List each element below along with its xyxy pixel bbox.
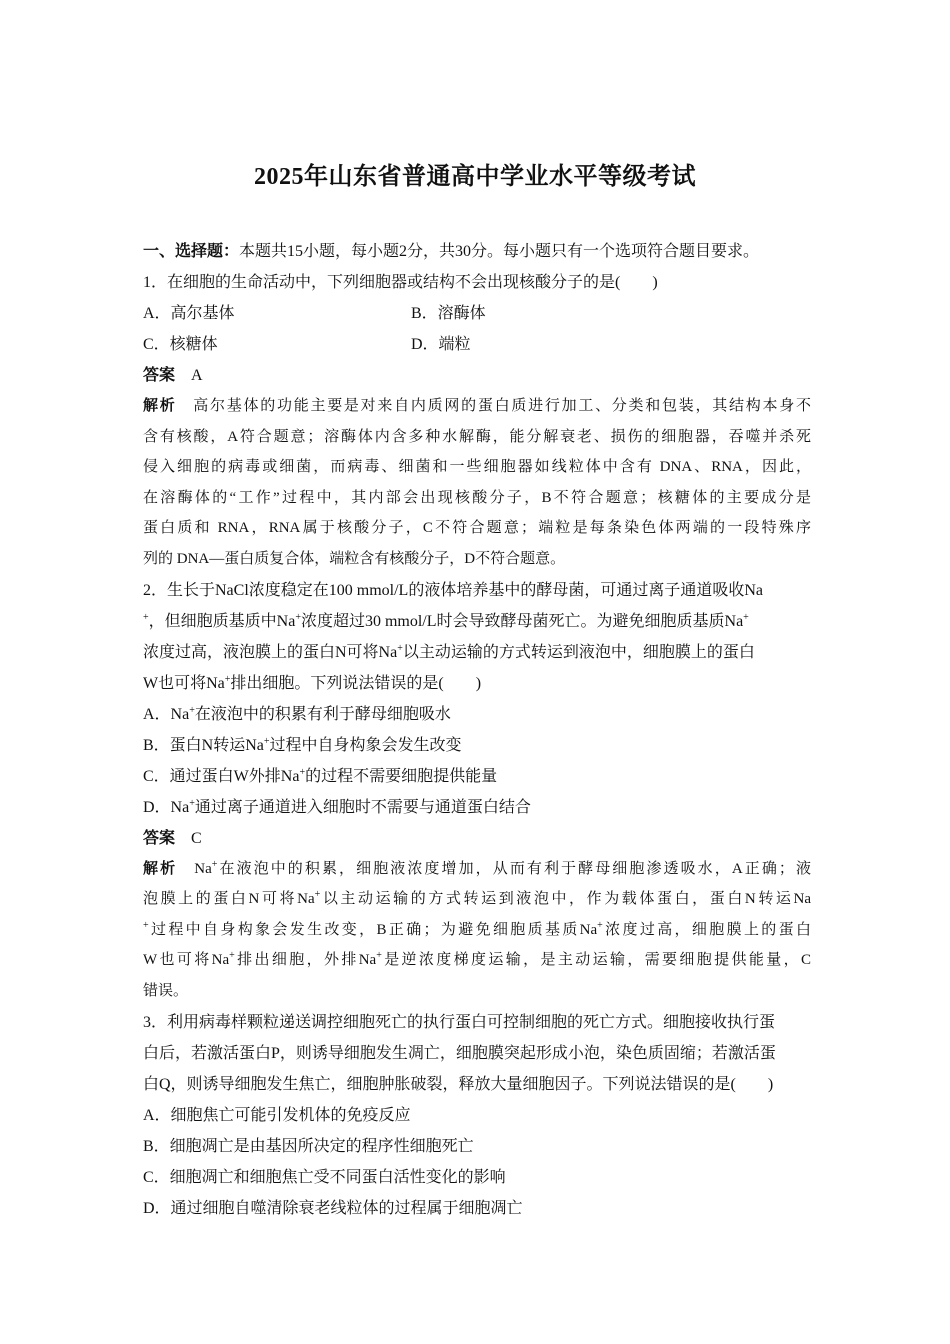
q3-stem-line: 白Q，则诱导细胞发生焦亡，细胞肿胀破裂，释放大量细胞因子。下列说法错误的是( ) bbox=[143, 1075, 774, 1093]
q2-option-c: C．通过蛋白W外排Na+的过程不需要细胞提供能量 bbox=[143, 766, 498, 785]
exam-title: 2025年山东省普通高中学业水平等级考试 bbox=[254, 164, 696, 190]
q2-stem-line: 浓度过高，液泡膜上的蛋白N可将Na+以主动运输的方式转运到液泡中，细胞膜上的蛋白 bbox=[143, 642, 755, 661]
q2-answer: 答案 C bbox=[143, 829, 202, 847]
q3-option-b: B．细胞凋亡是由基因所决定的程序性细胞死亡 bbox=[143, 1137, 474, 1155]
q1-option-d: D．端粒 bbox=[411, 336, 471, 353]
q1-option-a: A．高尔基体 bbox=[143, 305, 235, 322]
q2-explanation-line: W也可将Na+排出细胞，外排Na+是逆浓度梯度运输，是主动运输，需要细胞提供能量，C bbox=[143, 950, 811, 969]
q2-stem-line: 2．生长于NaCl浓度稳定在100 mmol/L的液体培养基中的酵母菌，可通过离子通道吸收Na bbox=[143, 581, 763, 599]
q2-option-d: D．Na+通过离子通道进入细胞时不需要与通道蛋白结合 bbox=[143, 797, 531, 816]
q1-option-c: C．核糖体 bbox=[143, 336, 218, 353]
q3-option-d: D．通过细胞自噬清除衰老线粒体的过程属于细胞凋亡 bbox=[143, 1199, 523, 1217]
q3-stem-line: 白后，若激活蛋白P，则诱导细胞发生凋亡，细胞膜突起形成小泡，染色质固缩；若激活蛋 bbox=[143, 1044, 776, 1062]
q1-options-row-2 bbox=[143, 329, 811, 360]
exam-content bbox=[143, 236, 811, 1224]
q1-explanation-line: 在溶酶体的“工作”过程中，其内部会出现核酸分子，B不符合题意；核糖体的主要成分是 bbox=[143, 489, 811, 506]
q1-explanation-line: 含有核酸，A符合题意；溶酶体内含多种水解酶，能分解衰老、损伤的细胞器，吞噬并杀死 bbox=[143, 428, 811, 445]
section-heading: 一、选择题：本题共15小题，每小题2分，共30分。每小题只有一个选项符合题目要求。 bbox=[143, 243, 760, 260]
q2-explanation-line: 错误。 bbox=[143, 982, 189, 999]
q2-explanation-line: +过程中自身构象会发生改变，B正确；为避免细胞质基质Na+浓度过高，细胞膜上的蛋白 bbox=[143, 919, 811, 938]
q3-option-c: C．细胞凋亡和细胞焦亡受不同蛋白活性变化的影响 bbox=[143, 1168, 506, 1186]
q3-stem-line: 3．利用病毒样颗粒递送调控细胞死亡的执行蛋白可控制细胞的死亡方式。细胞接收执行蛋 bbox=[143, 1013, 776, 1031]
q2-stem-line: W也可将Na+排出细胞。下列说法错误的是( ) bbox=[143, 673, 482, 692]
q1-answer: 答案 A bbox=[143, 367, 203, 384]
q3-option-a: A．细胞焦亡可能引发机体的免疫反应 bbox=[143, 1106, 411, 1124]
q1-option-b: B．溶酶体 bbox=[411, 305, 486, 322]
q2-explanation-line: 泡膜上的蛋白N可将Na+以主动运输的方式转运到液泡中，作为载体蛋白，蛋白N转运Na bbox=[143, 889, 811, 908]
q2-option-a: A．Na+在液泡中的积累有利于酵母细胞吸水 bbox=[143, 704, 451, 723]
q1-stem: 1．在细胞的生命活动中，下列细胞器或结构不会出现核酸分子的是( ) bbox=[143, 274, 658, 291]
q1-explanation-line: 蛋白质和 RNA，RNA属于核酸分子，C不符合题意；端粒是每条染色体两端的一段特殊序 bbox=[143, 520, 811, 537]
q2-option-b: B．蛋白N转运Na+过程中自身构象会发生改变 bbox=[143, 735, 462, 754]
q1-explanation-line: 列的 DNA—蛋白质复合体，端粒含有核酸分子，D不符合题意。 bbox=[143, 550, 566, 567]
q2-explanation-line: 解析 Na+在液泡中的积累，细胞液浓度增加，从而有利于酵母细胞渗透吸水，A正确；液 bbox=[143, 858, 811, 877]
q1-explanation-line: 解析 高尔基体的功能主要是对来自内质网的蛋白质进行加工、分类和包装，其结构本身不 bbox=[143, 398, 811, 414]
q1-options-row-1 bbox=[143, 298, 811, 329]
q1-explanation-line: 侵入细胞的病毒或细菌，而病毒、细菌和一些细胞器如线粒体中含有 DNA、RNA，因此， bbox=[143, 459, 811, 476]
q2-stem-line: +，但细胞质基质中Na+浓度超过30 mmol/L时会导致酵母菌死亡。为避免细胞质基质Na+ bbox=[143, 611, 749, 630]
